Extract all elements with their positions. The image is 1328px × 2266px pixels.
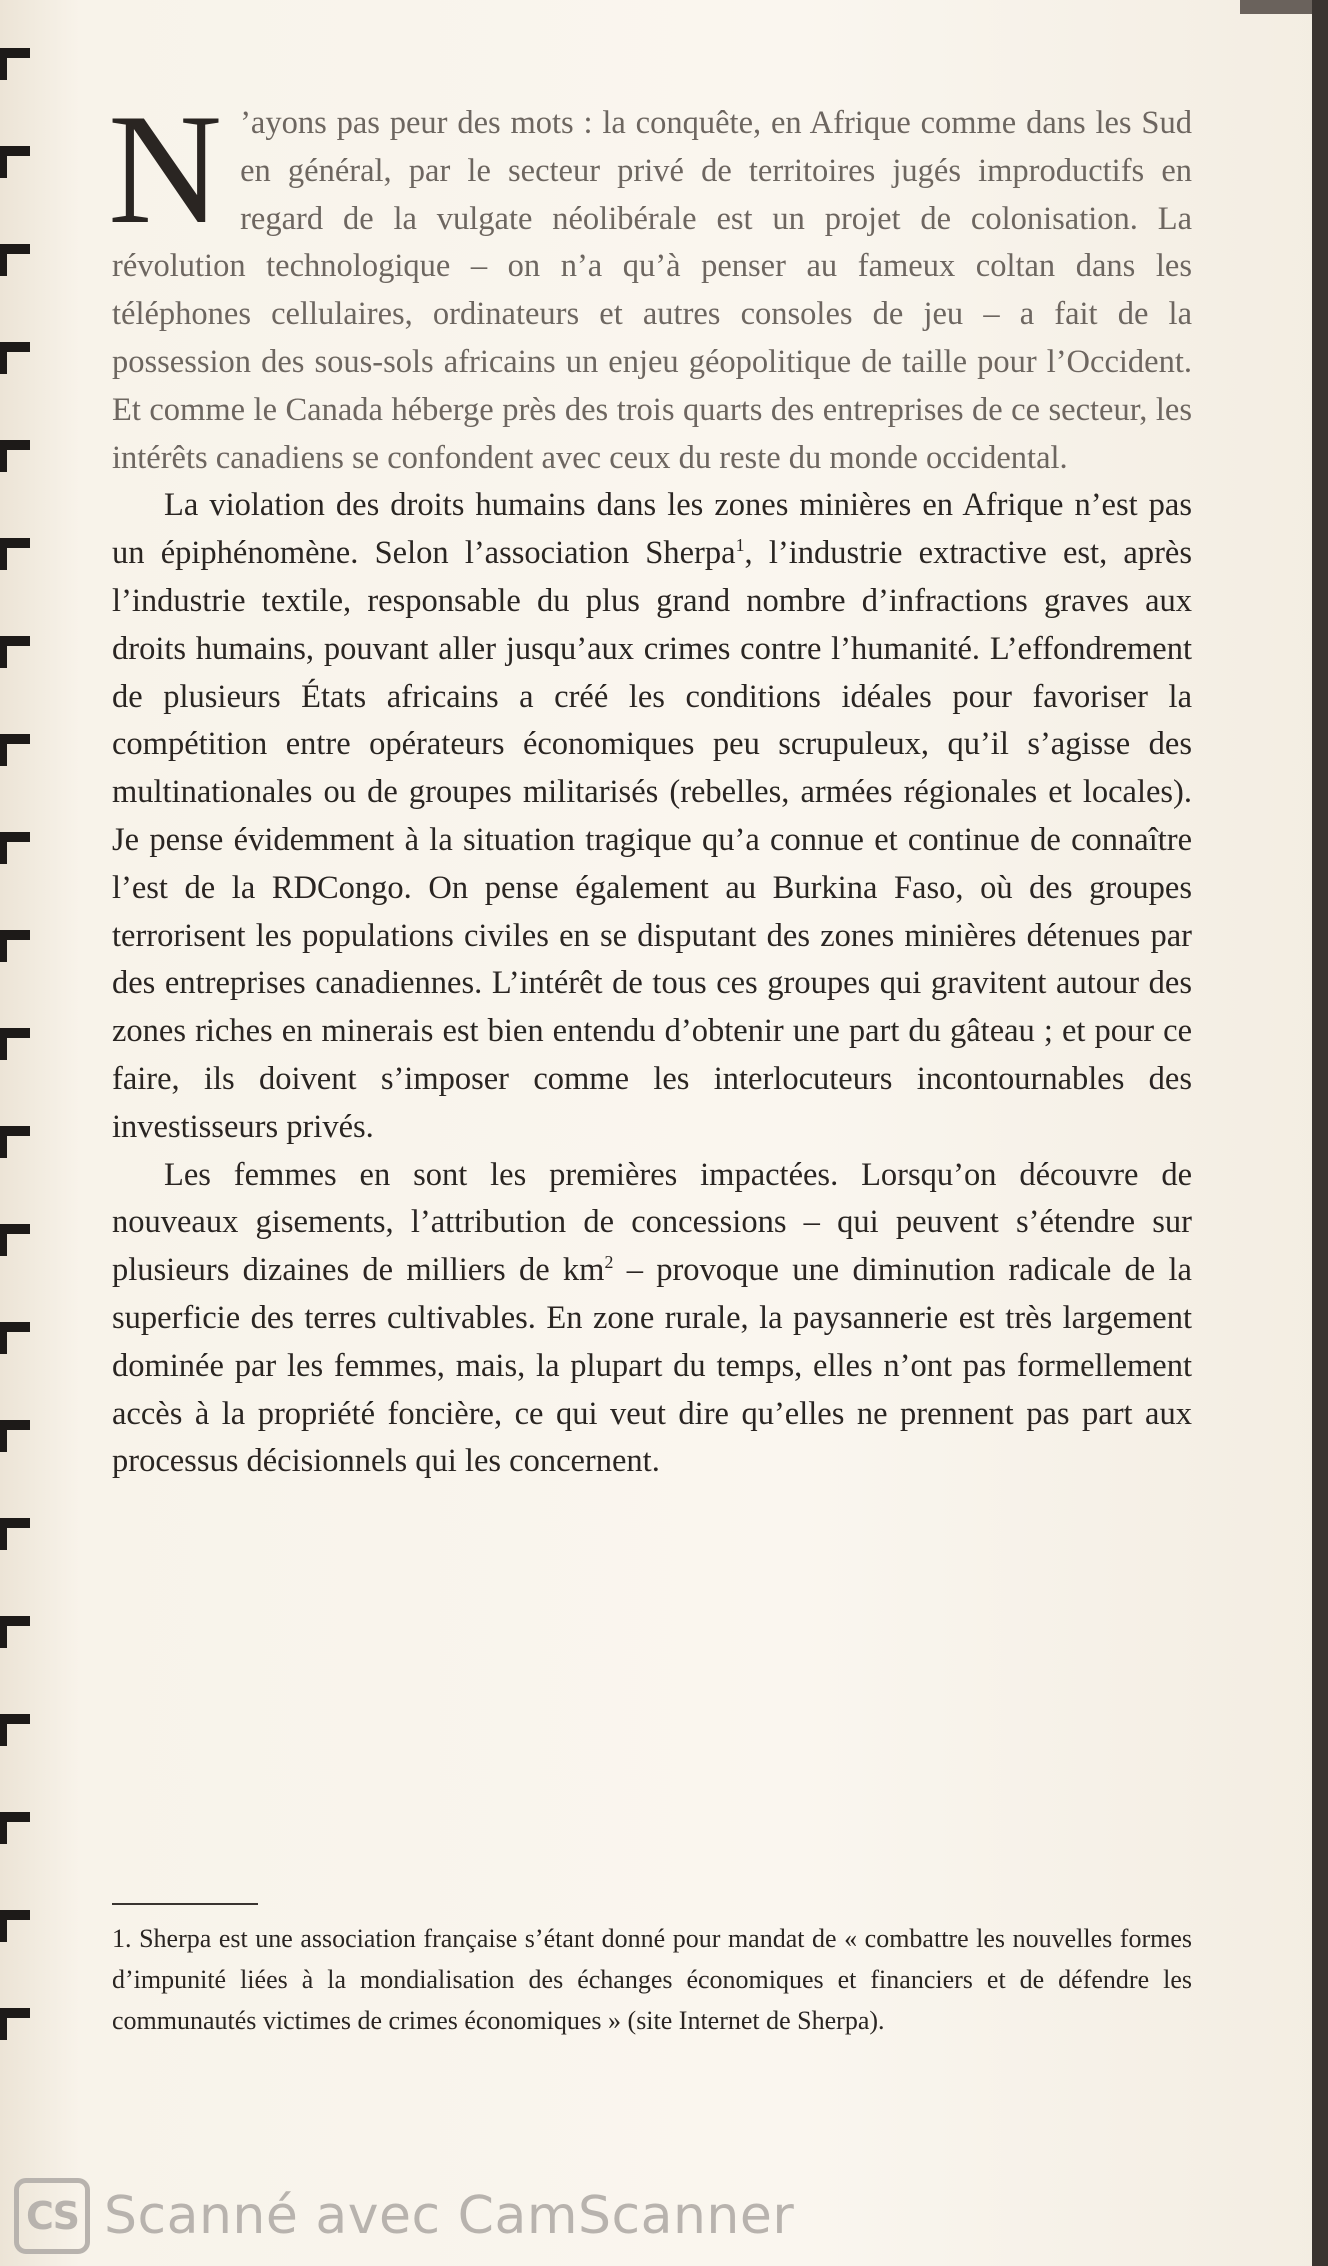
binding-mark [0,1910,30,1920]
camscanner-watermark [14,2176,794,2256]
binding-mark [0,636,30,646]
binding-mark [0,1028,30,1038]
paragraph-2 [112,482,1192,1151]
drop-cap: N [108,82,223,257]
binding-mark [0,1714,30,1724]
paragraph-2-text-b: , l’industrie extractive est, après l’industrie textile, responsable du plus grand nombre d’infractions graves aux droits humains, pouvant aller jusqu’aux crimes contre l’humanité. L’effondrement de plusieurs États africains a créé les conditions idéales pour favoriser la compétition entre opérateurs économiques peu scrupuleux, qu’il s’agisse des multinationales ou de groupes militarisés (rebelles, armées régionales et locales). Je pense évidemment à la situation tragique qu’a connue et continue de connaître l’est de la RDCongo. On pense également au Burkina Faso, où des groupes terrorisent les populations civiles en se disputant des zones minières détenues par des entreprises canadiennes. L’intérêt de tous ces groupes qui gravitent autour des zones riches en minerais est bien entendu d’obtenir une part du gâteau ; et pour ce faire, ils doivent s’imposer comme les interlocuteurs incontournables des investisseurs privés. [112,535,1192,1145]
binding-mark [0,1322,30,1332]
watermark-text: Scanné avec CamScanner [104,2186,795,2246]
binding-mark [0,146,30,156]
binding-mark [0,930,30,940]
footnote [112,1918,1192,2041]
paragraph-3-text-b: – provoque une diminution radicale de la superficie des terres cultivables. En zone rurale, la paysannerie est très largement dominée par les femmes, mais, la plupart du temps, elles n’ont pas formellement accès à la propriété foncière, ce qui veut dire qu’elles ne prennent pas part aux processus décisionnels qui les concernent. [112,1252,1192,1480]
binding-mark [0,1224,30,1234]
binding-mark [0,734,30,744]
binding-mark [0,2008,30,2018]
binding-mark [0,1616,30,1626]
binding-mark [0,244,30,254]
binding-mark [0,1812,30,1822]
paragraph-1-text: ’ayons pas peur des mots : la conquête, en Afrique comme dans les Sud en général, par le secteur privé de territoires jugés improductifs en regard de la vulgate néolibérale est un projet de colonisation. La révolution technologique – on n’a qu’à penser au fameux coltan dans les téléphones cellulaires, ordinateurs et autres consoles de jeu – a fait de la possession des sous-sols africains un enjeu géopolitique de taille pour l’Occident. Et comme le Canada héberge près des trois quarts des entreprises de ce secteur, les intérêts canadiens se confondent avec ceux du reste du monde occidental. [112,105,1192,476]
camscanner-logo-icon: CS [14,2178,90,2254]
binding-mark [0,440,30,450]
binding-mark [0,1126,30,1136]
page-right-edge [1312,0,1328,2266]
binding-mark [0,1420,30,1430]
paragraph-3 [112,1152,1192,1487]
binding-mark [0,1518,30,1528]
page-body [108,82,1192,1486]
spiral-binding [0,0,60,2266]
footnote-number: 1. [112,1924,132,1953]
binding-mark [0,48,30,58]
superscript-two: 2 [604,1252,614,1273]
paragraph-1 [108,82,1192,482]
binding-mark [0,832,30,842]
paragraph-3-text-a: Les femmes en sont les premières impactées. Lorsqu’on découvre de nouveaux gisements, l’attribution de concessions – qui peuvent s’étendre sur plusieurs dizaines de milliers de km [112,1156,1192,1289]
footnote-text: Sherpa est une association française s’étant donné pour mandat de « combattre les nouvelles formes d’impunité liées à la mondialisation des échanges économiques et financiers et de défendre les communautés victimes de crimes économiques » (site Internet de Sherpa). [112,1924,1193,2035]
footnote-reference: 1 [735,535,745,556]
binding-mark [0,342,30,352]
paragraph-2-text-a: La violation des droits humains dans les zones minières en Afrique n’est pas un épiphénomène. Selon l’association Sherpa [112,487,1192,572]
footnote-divider [112,1903,258,1905]
binding-mark [0,538,30,548]
